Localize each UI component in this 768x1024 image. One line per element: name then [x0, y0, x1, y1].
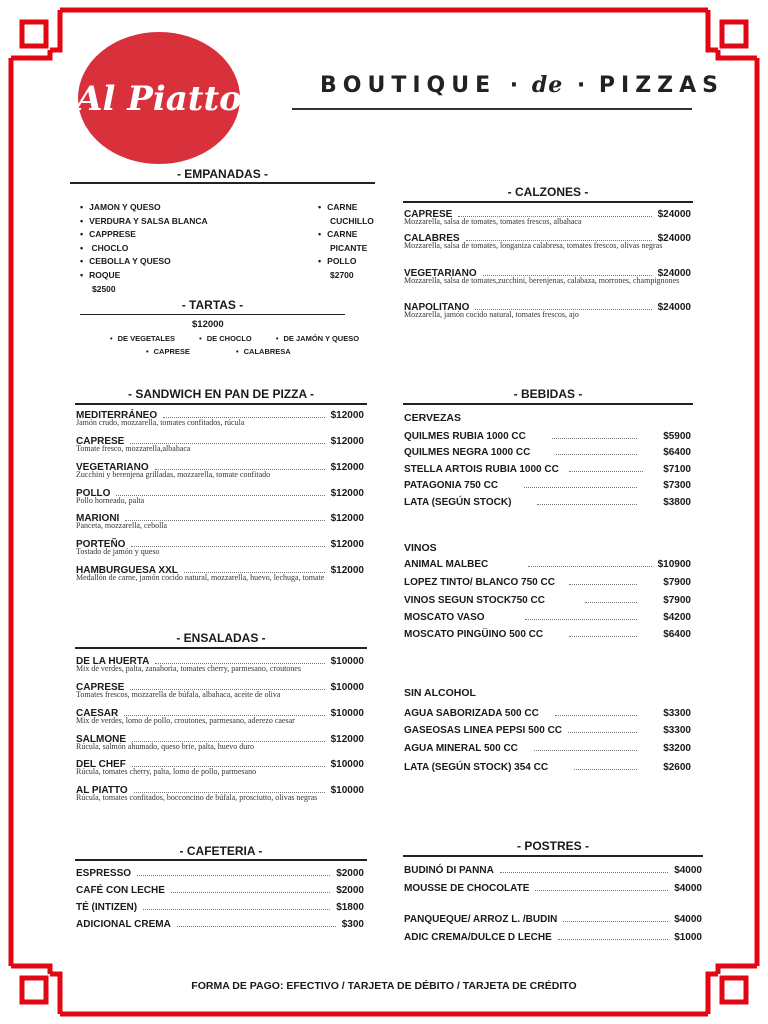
tartas-price: $12000 [192, 319, 224, 330]
brand-title: BOUTIQUE · de · PIZZAS [320, 72, 725, 98]
menu-item [76, 410, 364, 428]
menu-item [404, 725, 691, 736]
menu-item [404, 480, 691, 491]
list-item: • CALABRESA [236, 347, 291, 356]
item-name: CAPRESE [76, 682, 125, 693]
menu-item [404, 464, 691, 475]
menu-item [404, 447, 691, 458]
item-price: $1000 [674, 932, 702, 943]
item-desc: Tomate fresco, mozzarella,albahaca [76, 444, 191, 453]
item-name: PORTEÑO [76, 539, 126, 550]
item-desc: Mix de verdes, lomo de pollo, croutones, parmesano, aderezo caesar [76, 716, 295, 725]
postres-title: - POSTRES - [516, 839, 589, 853]
menu-item [76, 488, 364, 506]
item-name: TÉ (INTIZEN) [76, 902, 138, 913]
menu-item [404, 762, 691, 773]
item-name: PANQUEQUE/ ARROZ L. /BUDIN [404, 914, 558, 925]
item-name: LATA (SEGÚN STOCK) 354 CC [404, 762, 549, 773]
item-name: MOSCATO PINGÜINO 500 CC [404, 629, 544, 640]
menu-item [76, 919, 364, 930]
item-desc: Zucchini y berenjena grilladas, mozzarella, tomate confitado [76, 470, 271, 479]
menu-item [76, 656, 364, 674]
item-name: SALMONE [76, 734, 126, 745]
item-name: ANIMAL MALBEC [404, 559, 489, 570]
item-name: POLLO [76, 488, 111, 499]
tartas-rule [80, 314, 345, 315]
item-price: $10900 [657, 559, 691, 570]
item-desc: Medallón de carne, jamón cocido natural, mozzarella, huevo, lechuga, tomate [76, 573, 325, 582]
menu-item [404, 932, 702, 943]
item-name: BUDINÓ DI PANNA [404, 865, 494, 876]
item-price: $10000 [330, 656, 364, 667]
item-name: STELLA ARTOIS RUBIA 1000 CC [404, 464, 559, 475]
item-desc: Mozzarella, salsa de tomates,zucchini, berenjenas, calabaza, morrones, champignones [404, 276, 680, 285]
brand-title-pizzas: PIZZAS [598, 73, 725, 98]
item-price: $12000 [330, 436, 364, 447]
item-name: AL PIATTO [76, 785, 128, 796]
item-price: $2000 [336, 868, 364, 879]
item-price: $4000 [674, 883, 702, 894]
item-price: $4000 [674, 865, 702, 876]
menu-item [76, 436, 364, 454]
item-name: VEGETARIANO [404, 268, 477, 279]
item-name: VEGETARIANO [76, 462, 149, 473]
item-name: MEDITERRÁNEO [76, 410, 158, 421]
list-item: • CEBOLLA Y QUESO [80, 255, 208, 269]
item-desc: Rúcula, tomates confitados, bocconcino de búfala, prosciutto, olivas negras [76, 793, 318, 802]
al-piatto-logo [76, 30, 242, 166]
item-name: QUILMES RUBIA 1000 CC [404, 431, 526, 442]
bebidas-title: - BEBIDAS - [513, 387, 583, 401]
menu-item [76, 708, 364, 726]
item-price: $300 [341, 919, 364, 930]
menu-item [404, 708, 691, 719]
menu-item [76, 868, 364, 879]
menu-item [404, 268, 691, 286]
payment-footer: FORMA DE PAGO: EFECTIVO / TARJETA DE DÉBITO / TARJETA DE CRÉDITO [191, 980, 577, 992]
logo-text: Al Piatto [76, 79, 242, 119]
item-price: $5900 [663, 431, 691, 442]
item-price: $12000 [330, 539, 364, 550]
menu-item [404, 233, 691, 251]
brand-title-de: de [531, 72, 564, 98]
list-item: • POLLO [318, 255, 374, 269]
menu-item [404, 865, 702, 876]
menu-item [76, 539, 364, 557]
item-price: $7900 [663, 595, 691, 606]
item-price: $7300 [663, 480, 691, 491]
ensaladas-rule [75, 647, 367, 649]
item-price: $3800 [663, 497, 691, 508]
list-item: • CHOCLO [80, 242, 208, 256]
item-desc: Mix de verdes, palta, zanahoria, tomates cherry, parmesano, croutones [76, 664, 301, 673]
empanadas-list-1 [80, 201, 208, 296]
empanadas-title: - EMPANADAS - [176, 167, 269, 181]
item-name: NAPOLITANO [404, 302, 470, 313]
brand-underline [292, 108, 692, 110]
menu-item [76, 902, 364, 913]
list-item: • DE CHOCLO [199, 334, 252, 343]
menu-item [76, 785, 364, 803]
item-price: $7100 [663, 464, 691, 475]
cafeteria-rule [75, 859, 367, 861]
list-item: • CAPRESE [146, 347, 190, 356]
vinos-heading: VINOS [404, 542, 437, 554]
item-desc: Tomates frescos, mozzarella de búfala, albahaca, aceite de oliva [76, 690, 281, 699]
menu-item [76, 759, 364, 777]
item-name: HAMBURGUESA XXL [76, 565, 178, 576]
item-name: GASEOSAS LINEA PEPSI 500 CC [404, 725, 563, 736]
menu-item [404, 914, 702, 925]
item-price: $1800 [336, 902, 364, 913]
item-desc: Jamón crudo, mozzarella, tomates confitados, rúcula [76, 418, 245, 427]
postres-rule [403, 855, 703, 857]
item-name: MOUSSE DE CHOCOLATE [404, 883, 530, 894]
list-item: • CARNE [318, 228, 374, 242]
list-item: • CARNE [318, 201, 374, 215]
item-name: LOPEZ TINTO/ BLANCO 750 CC [404, 577, 555, 588]
item-price: $4200 [663, 612, 691, 623]
item-price: $10000 [330, 759, 364, 770]
item-name: DEL CHEF [76, 759, 126, 770]
menu-item [404, 209, 691, 227]
item-desc: Pollo horneado, palta [76, 496, 145, 505]
empanadas-price-1: $2500 [92, 283, 116, 294]
item-price: $10000 [330, 785, 364, 796]
tartas-row-2 [146, 347, 291, 356]
menu-item [404, 743, 691, 754]
tartas-row-1 [110, 334, 359, 343]
menu-item [76, 682, 364, 700]
item-name: CALABRES [404, 233, 460, 244]
item-desc: Mozzarella, jamón cocido natural, tomates frescos, ajo [404, 310, 579, 319]
item-price: $3300 [663, 725, 691, 736]
list-item: • ROQUE [80, 269, 208, 283]
item-name: ESPRESSO [76, 868, 132, 879]
item-price: $2600 [663, 762, 691, 773]
item-name: QUILMES NEGRA 1000 CC [404, 447, 531, 458]
item-price: $24000 [657, 209, 691, 220]
item-price: $12000 [330, 410, 364, 421]
item-price: $24000 [657, 233, 691, 244]
item-desc: Mozzarella, salsa de tomates, tomates frescos, albahaca [404, 217, 582, 226]
tartas-title: - TARTAS - [181, 298, 244, 312]
item-price: $12000 [330, 513, 364, 524]
item-desc: Rúcula, salmón ahumado, queso brie, palta, huevo duro [76, 742, 254, 751]
brand-title-boutique: BOUTIQUE [320, 73, 497, 98]
item-desc: Tostado de jamón y queso [76, 547, 160, 556]
item-price: $3300 [663, 708, 691, 719]
item-price: $12000 [330, 462, 364, 473]
list-item: • DE JAMÓN Y QUESO [276, 334, 359, 343]
item-price: $7900 [663, 577, 691, 588]
empanadas-list-2 [318, 201, 374, 283]
item-price: $6400 [663, 447, 691, 458]
item-price: $3200 [663, 743, 691, 754]
menu-item [76, 734, 364, 752]
item-price: $24000 [657, 302, 691, 313]
list-item: CUCHILLO [330, 215, 374, 226]
item-name: MARIONI [76, 513, 120, 524]
item-price: $6400 [663, 629, 691, 640]
menu-item [404, 595, 691, 606]
item-name: DE LA HUERTA [76, 656, 150, 667]
item-name: VINOS SEGUN STOCK750 CC [404, 595, 545, 606]
list-item: PICANTE [330, 242, 368, 253]
item-price: $12000 [330, 488, 364, 499]
list-item: • JAMON Y QUESO [80, 201, 208, 215]
item-name: AGUA SABORIZADA 500 CC [404, 708, 539, 719]
sandwich-title: - SANDWICH EN PAN DE PIZZA - [128, 387, 314, 401]
menu-item [404, 302, 691, 320]
menu-item [404, 431, 691, 442]
item-price: $10000 [330, 682, 364, 693]
item-name: MOSCATO VASO [404, 612, 485, 623]
calzones-title: - CALZONES - [507, 185, 589, 199]
item-desc: Panceta, mozzarella, cebolla [76, 521, 168, 530]
list-item: • DE VEGETALES [110, 334, 175, 343]
bebidas-rule [403, 403, 693, 405]
sandwich-rule [75, 403, 367, 405]
item-desc: Mozzarella, salsa de tomates, longaniza calabresa, tomates frescos, olivas negras [404, 241, 663, 250]
item-price: $12000 [330, 565, 364, 576]
empanadas-rule [70, 182, 375, 184]
item-price: $12000 [330, 734, 364, 745]
menu-item [404, 559, 691, 570]
item-price: $24000 [657, 268, 691, 279]
item-name: CAFÉ CON LECHE [76, 885, 165, 896]
item-name: CAPRESE [404, 209, 453, 220]
menu-item [404, 629, 691, 640]
item-name: ADIC CREMA/DULCE D LECHE [404, 932, 552, 943]
menu-item [404, 612, 691, 623]
menu-item [404, 577, 691, 588]
menu-item [404, 883, 702, 894]
item-name: CAESAR [76, 708, 119, 719]
cervezas-heading: CERVEZAS [404, 412, 461, 424]
list-item: • VERDURA Y SALSA BLANCA [80, 215, 208, 229]
item-name: CAPRESE [76, 436, 125, 447]
item-price: $4000 [674, 914, 702, 925]
item-price: $10000 [330, 708, 364, 719]
menu-item [76, 513, 364, 531]
item-price: $2000 [336, 885, 364, 896]
menu-item [76, 462, 364, 480]
item-name: ADICIONAL CREMA [76, 919, 171, 930]
menu-item [76, 885, 364, 896]
menu-item [76, 565, 364, 583]
list-item: • CAPPRESE [80, 228, 208, 242]
item-desc: Rúcula, tomates cherry, palta, lomo de pollo, parmesano [76, 767, 257, 776]
item-name: PATAGONIA 750 CC [404, 480, 499, 491]
item-name: LATA (SEGÚN STOCK) [404, 497, 512, 508]
item-name: AGUA MINERAL 500 CC [404, 743, 518, 754]
empanadas-price-2: $2700 [330, 269, 354, 280]
menu-item [404, 497, 691, 508]
sin-alcohol-heading: SIN ALCOHOL [404, 687, 476, 699]
cafeteria-title: - CAFETERIA - [179, 844, 263, 858]
ensaladas-title: - ENSALADAS - [176, 631, 266, 645]
calzones-rule [403, 201, 693, 203]
